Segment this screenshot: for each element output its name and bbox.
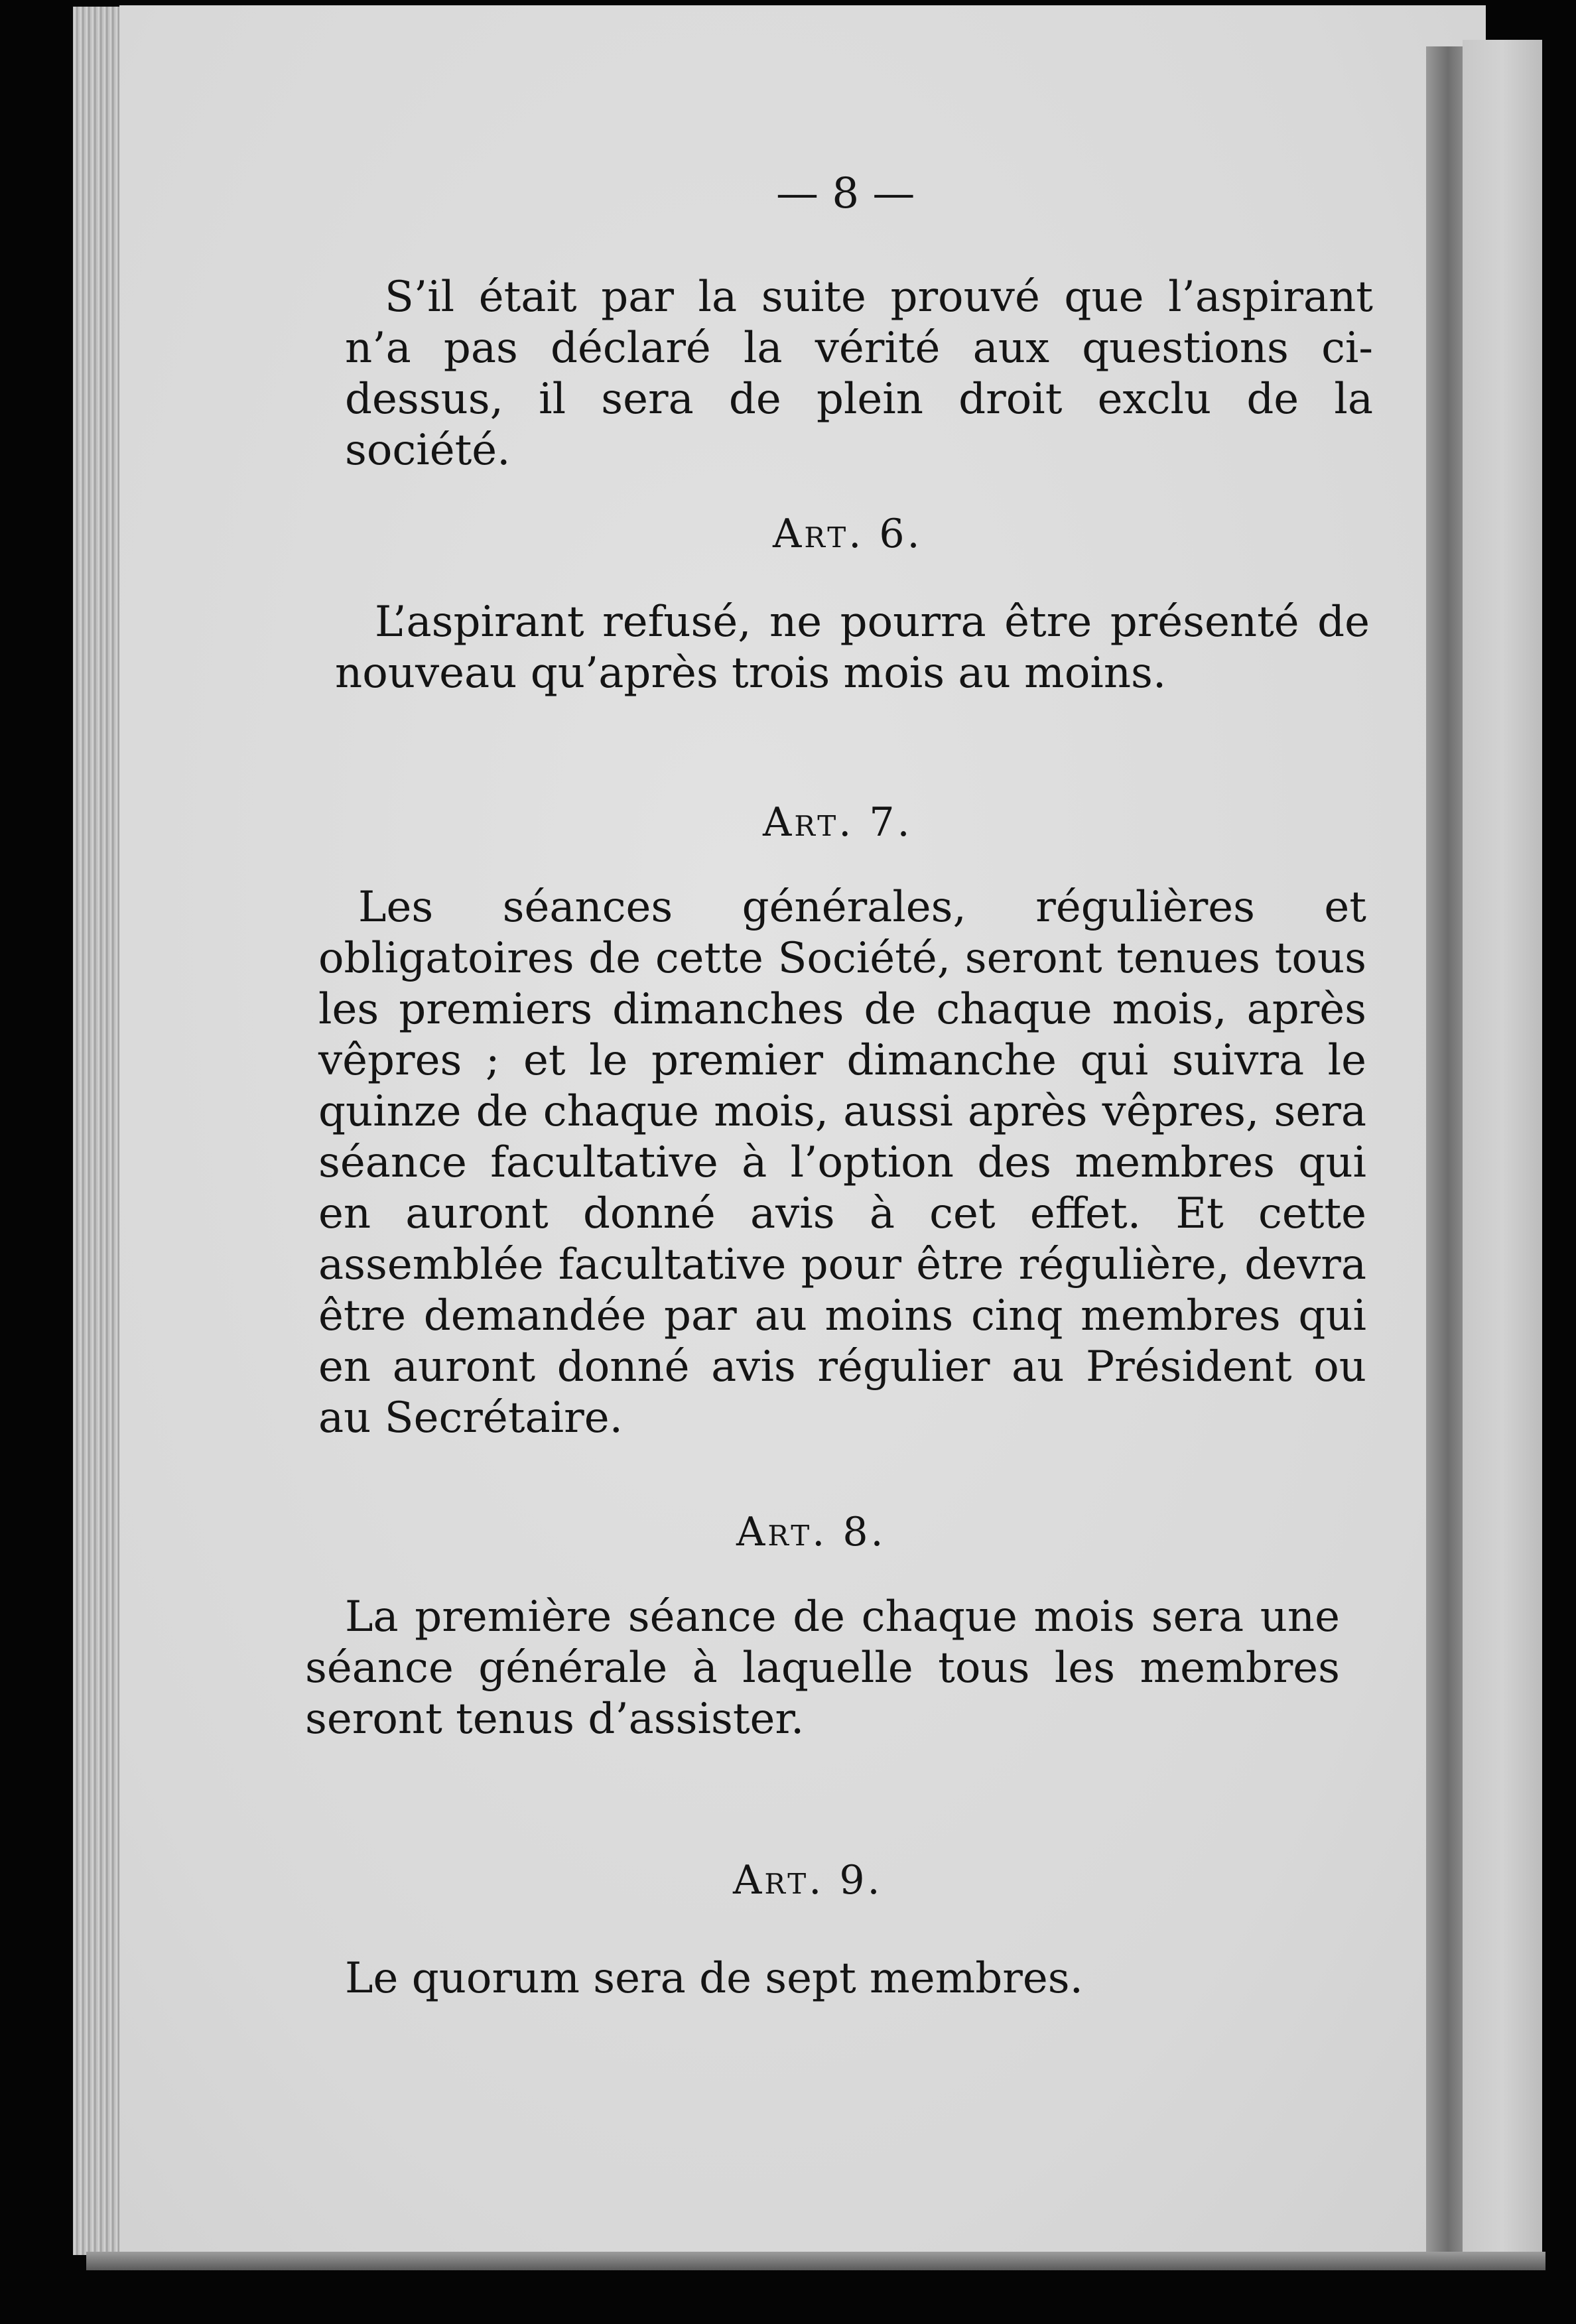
page-fore-edge-shadow	[1426, 46, 1463, 2262]
article-8-body: La première séance de chaque mois sera une séance générale à laquelle tous les membres seront tenus d’assister.	[305, 1592, 1340, 1744]
article-8-heading: Art. 8.	[736, 1509, 886, 1555]
article-6-heading: Art. 6.	[773, 511, 923, 557]
article-9-body: Le quorum sera de sept membres.	[345, 1954, 1083, 2003]
page-number: — 8 —	[776, 169, 915, 218]
article-7-heading: Art. 7.	[763, 799, 913, 846]
page-bottom-edge	[86, 2252, 1545, 2270]
article-6-body: L’aspirant refusé, ne pourra être présenté de nouveau qu’après trois mois au moins.	[335, 598, 1370, 698]
intro-paragraph: S’il était par la suite prouvé que l’aspirant n’a pas déclaré la vérité aux questions ci-dessus, il sera de plein droit exclu de la société.	[345, 273, 1373, 475]
article-7-body: Les séances générales, régulières et obligatoires de cette Société, seront tenues tous les premiers dimanches de chaque mois, après vêpres ; et le premier dimanche qui suivra le quinze de chaque mois, aussi après vêpres, sera séance facultative à l’option des membres qui en auront donné avis à cet effet. Et cette assemblée facultative pour être régulière, devra être demandée par au moins cinq membres qui en auront donné avis régulier au Président ou au Secrétaire.	[318, 883, 1366, 1443]
page-fore-edge	[1463, 40, 1542, 2262]
article-9-heading: Art. 9.	[733, 1857, 883, 1904]
